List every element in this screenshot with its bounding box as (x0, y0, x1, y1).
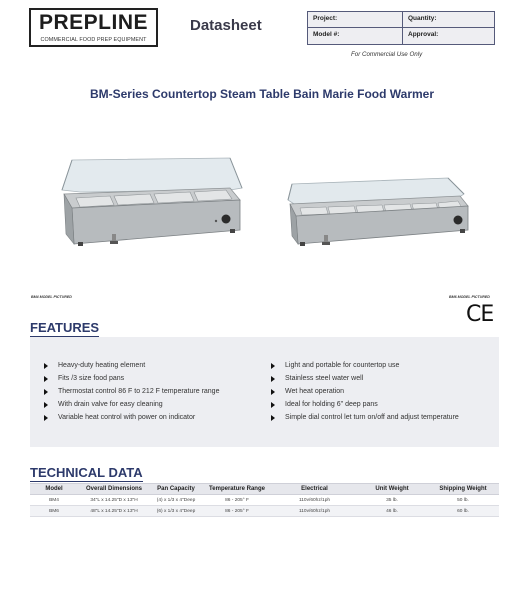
table-cell: 50 lb. (427, 495, 499, 506)
bullet-arrow-icon (271, 389, 275, 395)
column-header: Pan Capacity (150, 484, 202, 495)
product-title: BM-Series Countertop Steam Table Bain Marie Food Warmer (89, 87, 435, 101)
feature-item (285, 375, 363, 382)
column-header: Model (30, 484, 78, 495)
feature-item (285, 414, 459, 421)
column-header: Overall Dimensions (78, 484, 150, 495)
feature-text: Variable heat control with power on indicator (58, 414, 196, 421)
quantity-field-label: Quantity: (408, 15, 437, 22)
table-cell: 110v/60hz/1ph (272, 495, 357, 506)
feature-item (285, 362, 399, 369)
technical-heading-underline (30, 481, 143, 483)
feature-text: Wet heat operation (285, 388, 345, 395)
bm6-product-image (282, 168, 474, 248)
technical-data-heading (30, 465, 143, 480)
bullet-arrow-icon (44, 389, 48, 395)
feature-text: Simple dial control let turn on/off and adjust temperature (285, 414, 459, 421)
feature-text: With drain valve for easy cleaning (58, 401, 163, 408)
bm4-image-caption: BM4 MODEL PICTURED (31, 295, 72, 299)
info-table-divider (402, 12, 403, 44)
project-info-table (307, 11, 495, 45)
table-cell: 86 - 205° F (202, 506, 272, 517)
bullet-arrow-icon (44, 402, 48, 408)
feature-item (58, 388, 219, 395)
table-cell: (4) x 1/3 x 4"Deep (150, 495, 202, 506)
feature-text: Heavy-duty heating element (58, 362, 146, 369)
table-cell: 48"L x 14.25"D x 13"H (78, 506, 150, 517)
feature-item (58, 375, 124, 382)
column-header: Shipping Weight (427, 484, 499, 495)
column-header: Unit Weight (357, 484, 427, 495)
table-cell: (6) x 1/3 x 4"Deep (150, 506, 202, 517)
approval-field-label: Approval: (408, 31, 439, 38)
table-cell: 46 lb. (357, 506, 427, 517)
feature-item (58, 362, 145, 369)
feature-text: Stainless steel water well (285, 375, 364, 382)
bullet-arrow-icon (271, 402, 275, 408)
table-row (30, 495, 499, 506)
commercial-use-note: For Commercial Use Only (351, 51, 423, 58)
column-header: Temperature Range (202, 484, 272, 495)
logo-wordmark: PREPLINE (38, 11, 149, 34)
feature-item (285, 401, 378, 408)
technical-data-table (30, 483, 499, 517)
feature-text: Thermostat control 86 F to 212 F temperature range (58, 388, 220, 395)
column-header: Electrical (272, 484, 357, 495)
bullet-arrow-icon (271, 376, 275, 382)
table-cell: 110v/60hz/1ph (272, 506, 357, 517)
prepline-logo (29, 8, 158, 47)
document-type-title: Datasheet (190, 17, 262, 34)
table-row (30, 506, 499, 517)
model-field-label: Model #: (313, 31, 340, 38)
project-row (308, 12, 494, 28)
table-cell: BM6 (30, 506, 78, 517)
table-cell: 34"L x 14.25"D x 13"H (78, 495, 150, 506)
bm4-product-image (58, 150, 248, 252)
features-heading-text: FEATURES (30, 320, 100, 335)
features-panel (30, 337, 499, 447)
bullet-arrow-icon (271, 415, 275, 421)
feature-text: Ideal for holding 6" deep pans (285, 401, 378, 408)
ce-certification-mark: CE (466, 302, 494, 327)
table-cell: 60 lb. (427, 506, 499, 517)
bullet-arrow-icon (271, 363, 275, 369)
table-cell: 86 - 205° F (202, 495, 272, 506)
project-field-label: Project: (313, 15, 338, 22)
bullet-arrow-icon (44, 376, 48, 382)
logo-tagline: COMMERCIAL FOOD PREP EQUIPMENT (40, 37, 147, 43)
table-header-row (30, 484, 499, 495)
feature-item (58, 401, 163, 408)
feature-item (285, 388, 344, 395)
model-row (308, 28, 494, 44)
bullet-arrow-icon (44, 363, 48, 369)
feature-item (58, 414, 195, 421)
features-heading (30, 320, 99, 335)
table-cell: 35 lb. (357, 495, 427, 506)
feature-text: Fits /3 size food pans (58, 375, 125, 382)
feature-text: Light and portable for countertop use (285, 362, 400, 369)
technical-data-heading-text: TECHNICAL DATA (30, 465, 143, 480)
table-cell: BM4 (30, 495, 78, 506)
bm6-image-caption: BM6 MODEL PICTURED (449, 295, 490, 299)
bullet-arrow-icon (44, 415, 48, 421)
